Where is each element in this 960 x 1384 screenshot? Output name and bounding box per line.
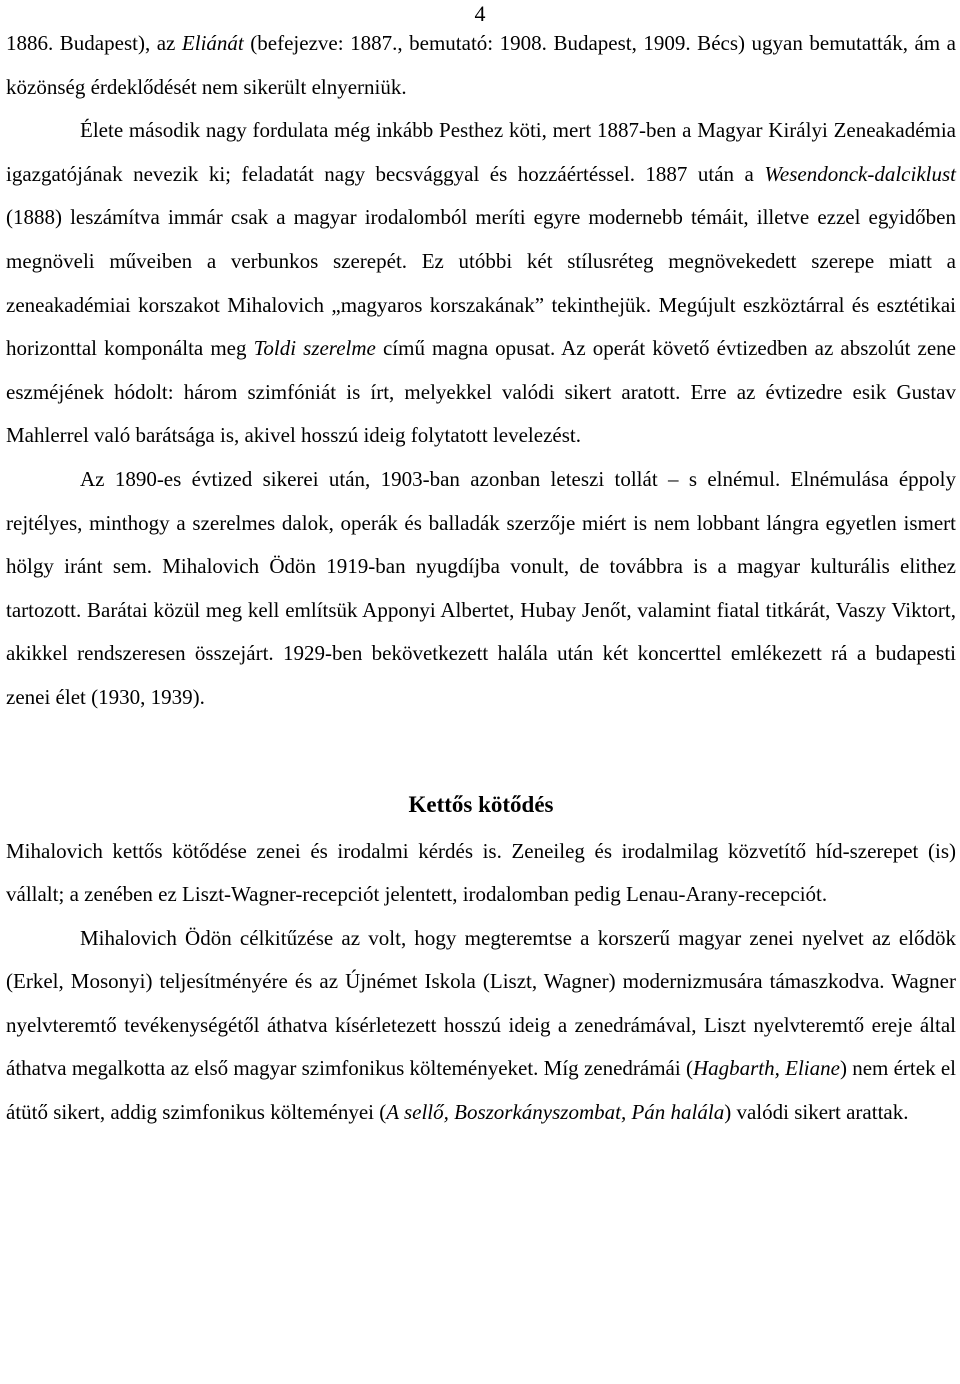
paragraph-5-text-c: ) valódi sikert arattak. <box>724 1100 909 1125</box>
paragraph-2-italic-toldi: Toldi szerelme <box>253 336 376 361</box>
document-body <box>6 22 956 1135</box>
paragraph-2-text-a: Élete második nagy fordulata még inkább Pesthez köti, mert 1887-ben a Magyar Királyi Zeneakadémia igazgatójának nevezik ki; feladatát nagy becsvággyal és hozzáértéssel. 1887 után a <box>6 118 956 186</box>
paragraph-2-italic-wesendonck: Wesendonck-dalciklust <box>764 161 956 186</box>
paragraph-4: Mihalovich kettős kötődése zenei és irodalmi kérdés is. Zeneileg és irodalmilag közvetítő híd-szerepet (is) vállalt; a zenében ez Liszt-Wagner-recepciót jelentett, irodalomban pedig Lenau-Arany-recepciót. <box>6 838 956 907</box>
paragraph-1-italic-eliana: Eliánát <box>181 31 244 55</box>
paragraph-3: Az 1890-es évtized sikerei után, 1903-ban azonban leteszi tollát – s elnémul. Elnémulása éppoly rejtélyes, minthogy a szerelmes dalok, operák és balladák szerzője miért is nem lobbant lángra egyetlen ismert hölgy iránt sem. Mihalovich Ödön 1919-ban nyugdíjba vonult, de továbbra is a magyar kulturális elithez tartozott. Barátai közül meg kell említsük Apponyi Albertet, Hubay Jenőt, valamint fiatal titkárát, Vaszy Viktort, akikkel rendszeresen összejárt. 1929-ben bekövetkezett halála után két koncerttel emlékezett rá a budapesti zenei élet (1930, 1939). <box>6 466 956 709</box>
paragraph-5-text-a: Mihalovich Ödön célkitűzése az volt, hogy megteremtse a korszerű magyar zenei nyelvet az elődök (Erkel, Mosonyi) teljesítményére és az Újnémet Iskola (Liszt, Wagner) modernizmusára támaszkodva. Wagner nyelvteremtő tevékenységétől áthatva kísérletezett hosszú ideig a zenedrámával, Liszt nyelvteremtő ereje által áthatva megalkotta az első magyar szimfonikus költeményeket. Míg zenedrámái ( <box>6 925 956 1081</box>
paragraph-1-text-b: (befejezve: 1887., bemutató: 1908. Budapest, 1909. Bécs) ugyan bemutatták, ám a közönség érdeklődését nem sikerült elnyerniük. <box>6 31 957 99</box>
paragraph-2-text-b: (1888) leszámítva immár csak a magyar irodalomból meríti egyre modernebb témáit, illetve ezzel egyidőben megnöveli műveiben a verbunkos szerepét. Ez utóbbi két stílusréteg megnövekedett szerepe miatt a zeneakadémiai korszakot Mihalovich „magyaros korszakának” tekinthejük. Megújult eszköztárral és esztétikai horizonttal komponálta meg <box>6 205 956 361</box>
paragraph-5-text-b: ) nem értek el átütő sikert, addig szimfonikus költeményei ( <box>6 1056 956 1125</box>
paragraph-2-text-c: című magna opusat. Az operát követő évtizedben az abszolút zene eszméjének hódolt: három szimfóniát is írt, melyekkel valódi sikert aratott. Erre az évtizedre esik Gustav Mahlerrel való barátsága is, akivel hosszú ideig folytatott levelezést. <box>6 336 956 448</box>
page-number: 4 <box>474 1 486 26</box>
paragraph-2 <box>6 109 956 458</box>
paragraph-5-italic-operas: Hagbarth, Eliane <box>692 1056 840 1081</box>
paragraph-1 <box>6 22 956 109</box>
paragraph-5-italic-symphonic-poems: A sellő, Boszorkányszombat, Pán halála <box>386 1100 725 1125</box>
paragraph-1-text-a: 1886. Budapest), az <box>6 31 182 55</box>
paragraph-5 <box>6 917 956 1135</box>
section-heading: Kettős kötődés <box>408 791 554 817</box>
